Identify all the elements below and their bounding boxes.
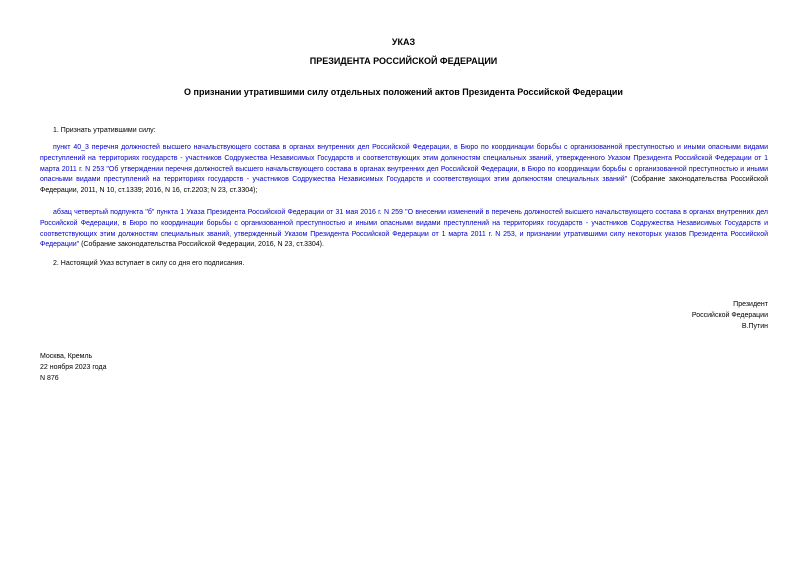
document-type-heading: УКАЗ [391,37,416,47]
issue-number: N 876 [40,375,59,382]
signature-block [692,299,768,332]
issue-place: Москва, Кремль [40,353,93,360]
item-2-paragraph: 2. Настоящий Указ вступает в силу со дня его подписания. [53,260,245,267]
document-subject-heading: О признании утратившими силу отдельных положений актов Президента Российской Федерации [184,87,623,97]
signature-country: Российской Федерации [691,312,768,319]
repealed-provision-1 [40,143,768,197]
repealed-provision-1-link[interactable]: пункт 40_3 перечня должностей высшего начальствующего состава в органах внутренних дел Российской Федерации, в Бюро по координации борьбы с организованной преступностью и иными опасными видами преступлений на территориях государств - участников Содружества Независимых Государств и соответствующих этим должностям специальных званий, утвержденного Указом Президента Российской Федерации от 1 марта 2011 г. N 253 "Об утверждении перечня должностей высшего начальствующего состава в органах внутренних дел Российской Федерации, в Бюро по координации борьбы с организованной преступностью и иными опасными видами преступлений на территориях государств - участников Содружества Независимых Государств и соответствующих этим должностям специальных званий" [40,144,768,184]
repealed-provision-2-link[interactable]: абзац четвертый подпункта "б" пункта 1 Указа Президента Российской Федерации от 31 мая 2016 г. N 259 "О внесении изменений в перечень должностей высшего начальствующего состава в органах внутренних дел Российской Федерации, в Бюро по координации борьбы с организованной преступностью и иными опасными видами преступлений на территориях государств - участников Содружества Независимых Государств и соответствующих этим должностям специальных званий, утвержденный Указом Президента Российской Федерации от 1 марта 2011 г. N 253, и признании утратившими силу некоторых указов Президента Российской Федерации" [40,209,768,249]
repealed-provision-2 [40,208,768,251]
item-1-paragraph: 1. Признать утратившими силу: [53,127,156,134]
issue-details [40,351,106,384]
repealed-provision-1-source: (Собрание законодательства Российской Федерации, 2011, N 10, ст.1339; 2016, N 16, ст.2203; N 23, ст.3304); [40,176,769,195]
issue-date: 22 ноября 2023 года [40,364,107,371]
signature-title: Президент [733,301,768,308]
issuer-heading: ПРЕЗИДЕНТА РОССИЙСКОЙ ФЕДЕРАЦИИ [309,56,498,66]
signature-name: В.Путин [741,323,768,330]
repealed-provision-2-source: (Собрание законодательства Российской Федерации, 2016, N 23, ст.3304). [79,241,324,249]
